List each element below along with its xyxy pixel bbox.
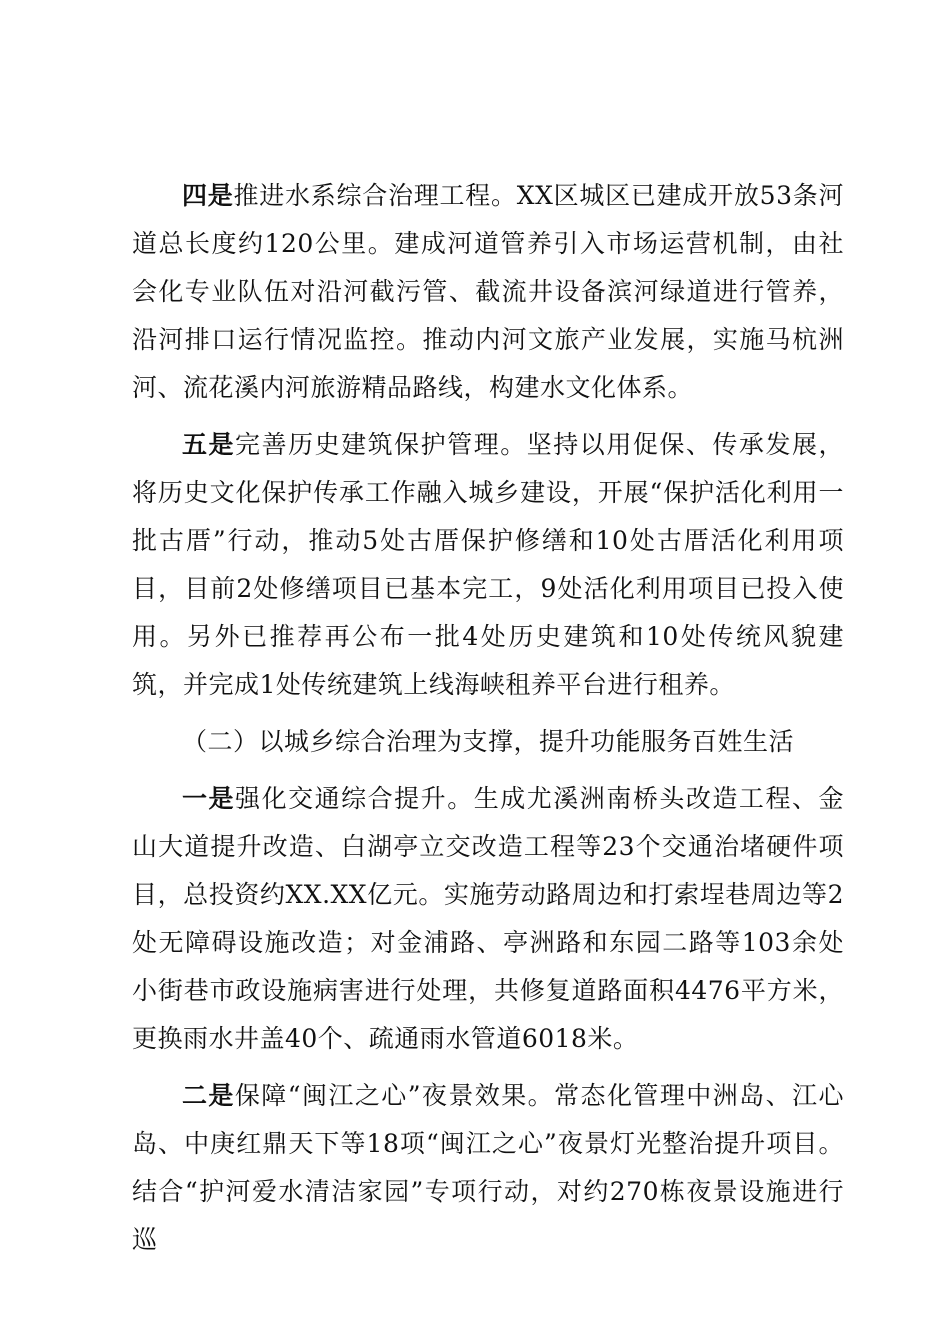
paragraph-text: 保障“闽江之心”夜景效果。常态化管理中洲岛、江心岛、中庚红鼎天下等18项“闽江之心”夜景灯光整治提升项目。结合“护河爱水清洁家园”专项行动，对约270栋夜景设施进行巡 (132, 1081, 844, 1254)
paragraph-text: 强化交通综合提升。生成尤溪洲南桥头改造工程、金山大道提升改造、白湖亭立交改造工程等23个交通治堵硬件项目，总投资约XX.XX亿元。实施劳动路周边和打索埕巷周边等2处无障碍设施改造；对金浦路、亭洲路和东园二路等103余处小街巷市政设施病害进行处理，共修复道路面积4476平方米，更换雨水井盖40个、疏通雨水管道6018米。 (132, 784, 844, 1053)
paragraph-night-view (132, 1072, 844, 1264)
paragraph-text: 推进水系综合治理工程。XX区城区已建成开放53条河道总长度约120公里。建成河道管养引入市场运营机制，由社会化专业队伍对沿河截污管、截流井设备滨河绿道进行管养，沿河排口运行情况监控。推动内河文旅产业发展，实施马杭洲河、流花溪内河旅游精品路线，构建水文化体系。 (132, 181, 844, 402)
paragraph-water-system (132, 172, 844, 412)
document-body (132, 172, 844, 1273)
paragraph-text: 完善历史建筑保护管理。坚持以用促保、传承发展，将历史文化保护传承工作融入城乡建设，开展“保护活化利用一批古厝”行动，推动5处古厝保护修缮和10处古厝活化利用项目，目前2处修缮项目已基本完工，9处活化利用项目已投入使用。另外已推荐再公布一批4处历史建筑和10处传统风貌建筑，并完成1处传统建筑上线海峡租养平台进行租养。 (132, 430, 844, 699)
paragraph-historic-buildings (132, 421, 844, 709)
paragraph-lead: 一是 (182, 784, 236, 813)
paragraph-lead: 二是 (182, 1081, 235, 1110)
paragraph-lead: 五是 (182, 430, 236, 459)
paragraph-lead: 四是 (182, 181, 234, 210)
paragraph-traffic (132, 775, 844, 1063)
section-heading: （二）以城乡综合治理为支撑，提升功能服务百姓生活 (182, 727, 795, 756)
